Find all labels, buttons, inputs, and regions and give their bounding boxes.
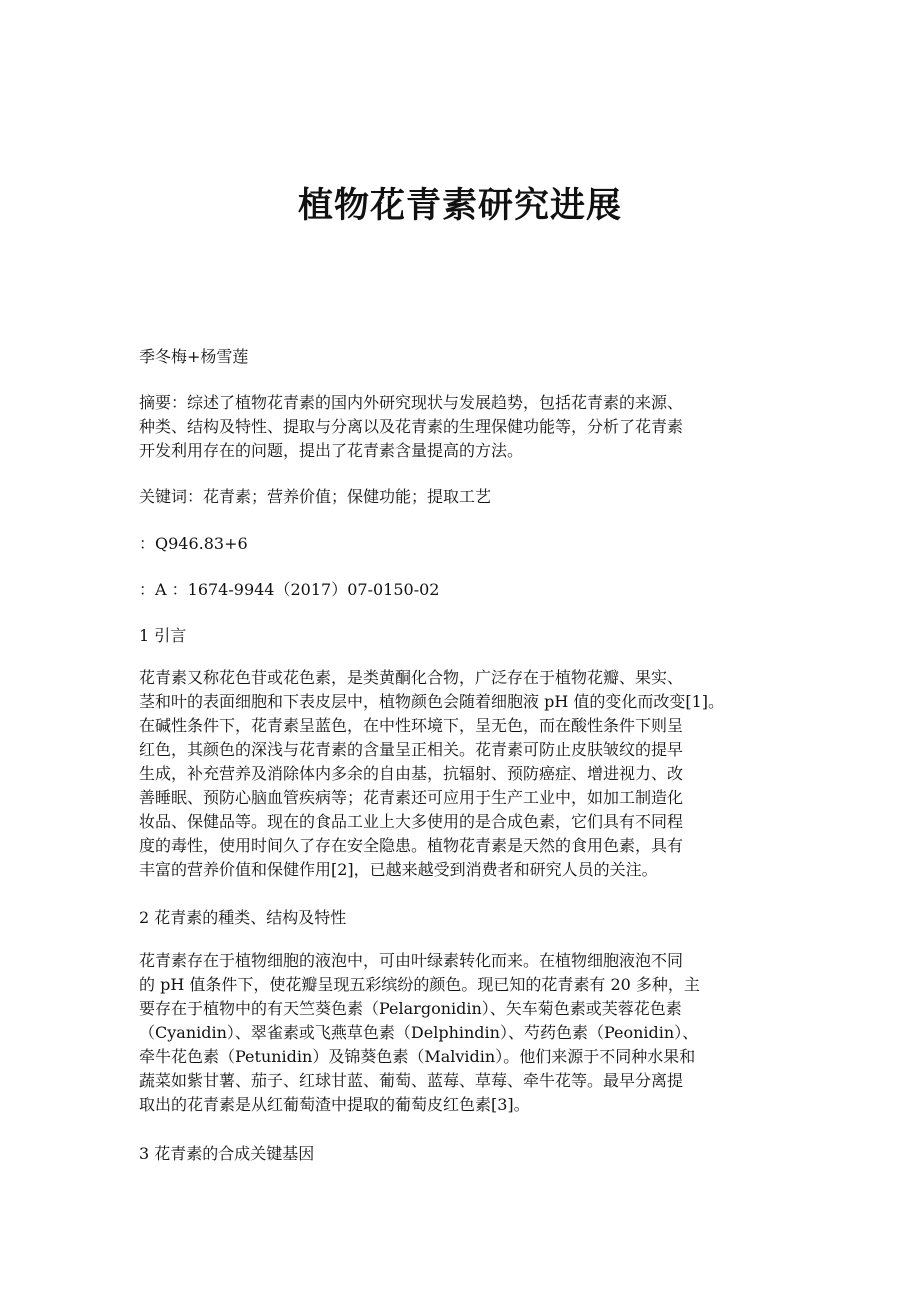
section-2-paragraph [139, 949, 789, 1117]
keywords: 关键词：花青素；营养价值；保健功能；提取工艺 [139, 487, 492, 506]
paragraph-line: 牵牛花色素（Petunidin）及锦葵色素（Malvidin）。他们来源于不同种水果和 [139, 1047, 696, 1066]
section-2-heading-block [139, 906, 789, 930]
paragraph-line: 丰富的营养价值和保健作用[2]，已越来越受到消费者和研究人员的关注。 [139, 860, 658, 879]
section-1-heading-block [139, 624, 789, 648]
paragraph-line: 妆品、保健品等。现在的食品工业上大多使用的是合成色素，它们具有不同程 [139, 812, 684, 831]
abstract-paragraph [139, 391, 789, 463]
document-code: ：A ：1674-9944（2017）07-0150-02 [139, 580, 440, 599]
abstract-line: 摘要：综述了植物花青素的国内外研究现状与发展趋势，包括花青素的来源、 [139, 393, 684, 412]
paragraph-line: 度的毒性，使用时间久了存在安全隐患。植物花青素是天然的食用色素，具有 [139, 836, 684, 855]
document-code-paragraph [139, 578, 789, 602]
section-heading: 3 花青素的合成关键基因 [139, 1144, 315, 1163]
paragraph-line: 红色，其颜色的深浅与花青素的含量呈正相关。花青素可防止皮肤皱纹的提早 [139, 740, 684, 759]
paragraph-line: 蔬菜如紫甘薯、茄子、红球甘蓝、葡萄、蓝莓、草莓、牵牛花等。最早分离提 [139, 1071, 684, 1090]
document-title: 植物花青素研究进展 [297, 185, 622, 226]
abstract-line: 种类、结构及特性、提取与分离以及花青素的生理保健功能等，分析了花青素 [139, 417, 684, 436]
paragraph-line: 的 pH 值条件下，使花瓣呈现五彩缤纷的颜色。现已知的花青素有 20 多种，主 [139, 975, 700, 994]
paragraph-line: 在碱性条件下，花青素呈蓝色，在中性环境下，呈无色，而在酸性条件下则呈 [139, 716, 684, 735]
paragraph-line: 善睡眠、预防心脑血管疾病等；花青素还可应用于生产工业中，如加工制造化 [139, 788, 684, 807]
clc-number-paragraph [139, 532, 789, 556]
paragraph-line: 花青素又称花色苷或花色素，是类黄酮化合物，广泛存在于植物花瓣、果实、 [139, 668, 684, 687]
section-3-heading-block [139, 1142, 789, 1166]
section-1-paragraph [139, 666, 789, 882]
paragraph-line: 花青素存在于植物细胞的液泡中，可由叶绿素转化而来。在植物细胞液泡不同 [139, 951, 684, 970]
author-line [139, 345, 789, 369]
clc-number: ：Q946.83+6 [139, 534, 248, 553]
keywords-paragraph [139, 485, 789, 509]
paragraph-line: （Cyanidin）、翠雀素或飞燕草色素（Delphindin）、芍药色素（Peonidin）、 [139, 1023, 699, 1042]
paragraph-line: 要存在于植物中的有天竺葵色素（Pelargonidin）、矢车菊色素或芙蓉花色素 [139, 999, 682, 1018]
section-heading: 2 花青素的種类、结构及特性 [139, 908, 347, 927]
paragraph-line: 茎和叶的表面细胞和下表皮层中，植物颜色会随着细胞液 pH 值的变化而改变[1]。 [139, 692, 725, 711]
abstract-line: 开发利用存在的问题，提出了花青素含量提高的方法。 [139, 441, 524, 460]
section-heading: 1 引言 [139, 626, 187, 645]
authors: 季冬梅+杨雪莲 [139, 347, 249, 366]
paragraph-line: 取出的花青素是从红葡萄渣中提取的葡萄皮红色素[3]。 [139, 1095, 530, 1114]
paragraph-line: 生成，补充营养及消除体内多余的自由基，抗辐射、预防癌症、增进视力、改 [139, 764, 684, 783]
